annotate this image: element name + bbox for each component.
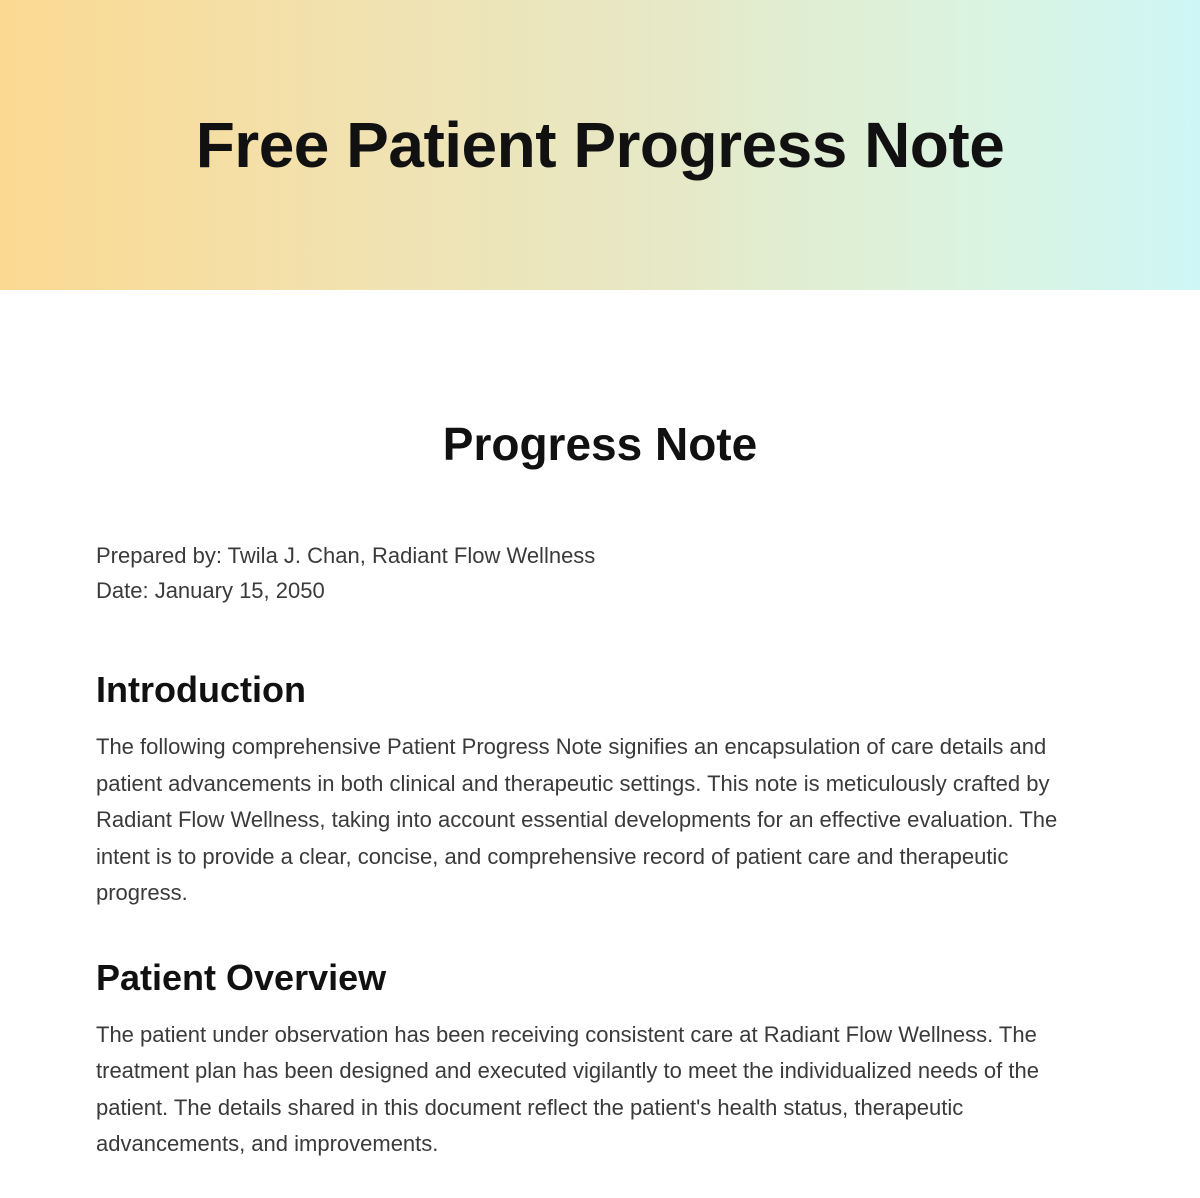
- document-title: Progress Note: [442, 418, 758, 470]
- section-heading-introduction: Introduction: [96, 669, 306, 710]
- section-patient-overview: [96, 956, 1104, 1163]
- section-introduction: [96, 668, 1104, 912]
- document-date: Date: January 15, 2050: [96, 578, 325, 603]
- section-body-patient-overview: The patient under observation has been receiving consistent care at Radiant Flow Wellness. The treatment plan has been designed and executed vigilantly to meet the individualized needs of the patient. The details shared in this document reflect the patient's health status, therapeutic advancements, and improvements.: [96, 1021, 1039, 1156]
- document-body: [0, 414, 1200, 1163]
- banner-title: Free Patient Progress Note: [195, 109, 1005, 181]
- document-meta: [96, 538, 1104, 608]
- prepared-by: Prepared by: Twila J. Chan, Radiant Flow Wellness: [96, 543, 596, 568]
- section-body-introduction: The following comprehensive Patient Progress Note signifies an encapsulation of care details and patient advancements in both clinical and therapeutic settings. This note is meticulously crafted by Radiant Flow Wellness, taking into account essential developments for an effective evaluation. The intent is to provide a clear, concise, and comprehensive record of patient care and therapeutic progress.: [96, 734, 1058, 905]
- header-banner: [0, 0, 1200, 290]
- section-heading-patient-overview: Patient Overview: [96, 956, 387, 998]
